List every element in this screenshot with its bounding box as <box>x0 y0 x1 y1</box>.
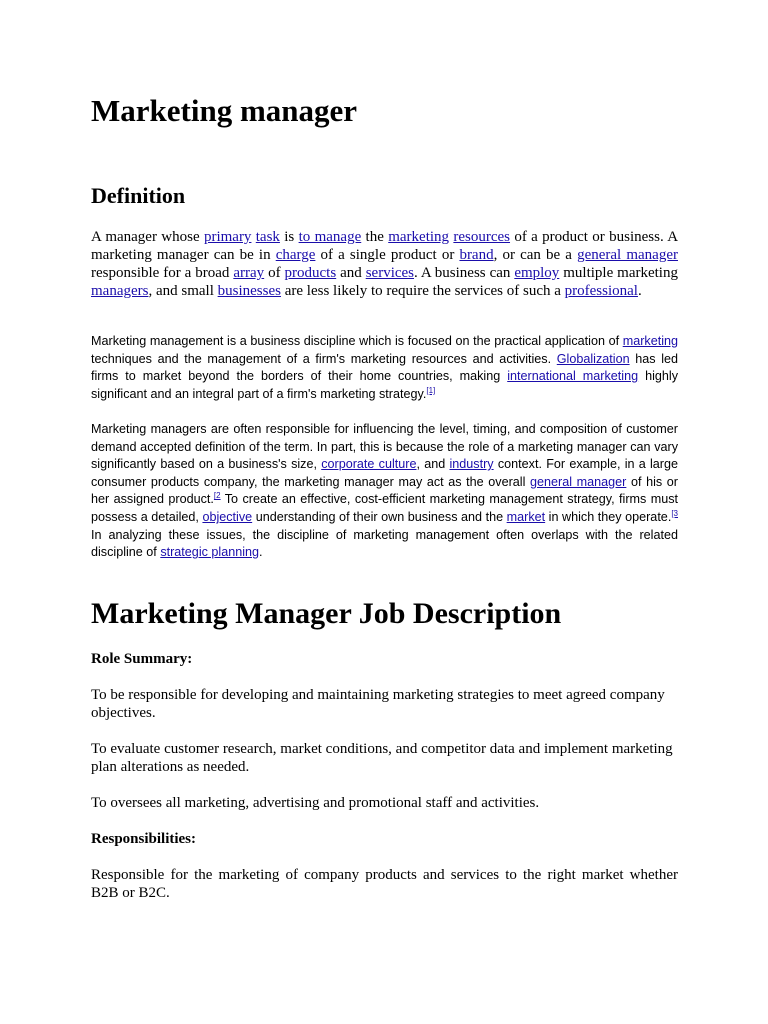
link-objective[interactable]: objective <box>202 509 253 524</box>
role-summary-item: To oversees all marketing, advertising and promotional staff and activities. <box>91 795 540 811</box>
definition-heading: Definition <box>91 183 186 208</box>
text-run: A manager whose <box>91 229 204 245</box>
link-corporate-culture[interactable]: corporate culture <box>321 457 417 472</box>
link-products[interactable]: products <box>284 265 337 281</box>
link-resources[interactable]: resources <box>453 229 511 245</box>
marketing-managers-paragraph <box>91 421 678 562</box>
text-run: In analyzing these issues, the discipline of marketing management often overlaps with the related discipline of <box>91 527 678 560</box>
job-description-heading: Marketing Manager Job Description <box>91 597 562 630</box>
text-run: in which they operate. <box>545 509 672 524</box>
text-run: understanding of their own business and the <box>252 509 507 524</box>
text-run: , and small <box>148 283 218 299</box>
link-employ[interactable]: employ <box>514 265 560 281</box>
link-industry[interactable]: industry <box>449 457 494 472</box>
link-globalization[interactable]: Globalization <box>556 351 630 366</box>
link-general-manager[interactable]: general manager <box>530 474 627 489</box>
link-brand[interactable]: brand <box>459 247 494 263</box>
text-run: , and <box>416 457 450 472</box>
definition-paragraph <box>91 228 678 300</box>
link-professional[interactable]: professional <box>564 283 638 299</box>
text-run: has led firms to market beyond the borders of their home countries, making <box>91 351 679 384</box>
link-task[interactable]: task <box>255 229 280 245</box>
link-market[interactable]: market <box>506 509 546 524</box>
link-businesses[interactable]: businesses <box>217 283 281 299</box>
link-marketing[interactable]: marketing <box>388 229 450 245</box>
link-international-marketing[interactable]: international marketing <box>507 369 639 384</box>
page-title: Marketing manager <box>91 93 358 128</box>
link-primary[interactable]: primary <box>203 229 252 245</box>
text-run: responsible for a broad <box>91 265 234 281</box>
link-managers[interactable]: managers <box>91 283 149 299</box>
responsibility-item: Responsible for the marketing of company products and services to the right market whether B2B or B2C. <box>91 867 678 901</box>
marketing-management-paragraph <box>91 333 678 403</box>
footnote-ref-2[interactable]: [2 <box>213 491 221 501</box>
text-run: Marketing management is a business discipline which is focused on the practical application of <box>91 334 623 348</box>
link-strategic-planning[interactable]: strategic planning <box>160 545 260 560</box>
text-run: the <box>361 229 389 245</box>
text-run: . A business can <box>414 265 515 281</box>
text-run: . <box>259 545 263 560</box>
text-run: of a single product or <box>315 247 460 263</box>
text-run: context. For example, in a large consumer products company, the marketing manager may act as the overall <box>91 457 679 489</box>
text-run: Marketing managers are often responsible for influencing the level, timing, and composition of customer demand accepted definition of the term. In part, this is because the role of a marketing manager can vary significantly based on a business's size, <box>91 422 678 472</box>
link-services[interactable]: services <box>365 265 415 281</box>
link-array[interactable]: array <box>233 265 265 281</box>
footnote-ref-3[interactable]: [3 <box>671 508 678 518</box>
text-run: of a product or business. A marketing manager can be in <box>91 229 679 263</box>
text-run: is <box>279 229 299 245</box>
link-to-manage[interactable]: to manage <box>298 229 362 245</box>
text-run: techniques and the management of a firm's marketing resources and activities. <box>91 351 557 366</box>
text-run: multiple marketing <box>559 265 678 281</box>
link-general-manager[interactable]: general manager <box>577 247 678 263</box>
text-run: To create an effective, cost-efficient marketing management strategy, firms must possess a detailed, <box>91 492 678 524</box>
text-run: highly significant and an integral part of a firm's marketing strategy. <box>91 369 678 401</box>
text-run: . <box>637 283 642 299</box>
role-summary-label: Role Summary: <box>91 651 193 667</box>
text-run: are less likely to require the services of such a <box>280 283 565 299</box>
footnote-ref-1[interactable]: [1] <box>426 385 436 395</box>
link-charge[interactable]: charge <box>275 247 316 263</box>
role-summary-item: To evaluate customer research, market conditions, and competitor data and implement marketing plan alterations as needed. <box>91 741 673 775</box>
responsibilities-label: Responsibilities: <box>91 831 197 847</box>
text-run: of his or her assigned product. <box>91 474 678 507</box>
link-marketing[interactable]: marketing <box>622 334 678 348</box>
text-run: of <box>264 265 285 281</box>
role-summary-item: To be responsible for developing and maintaining marketing strategies to meet agreed company objectives. <box>91 687 665 721</box>
text-run: and <box>336 265 366 281</box>
text-run: , or can be a <box>493 247 578 263</box>
